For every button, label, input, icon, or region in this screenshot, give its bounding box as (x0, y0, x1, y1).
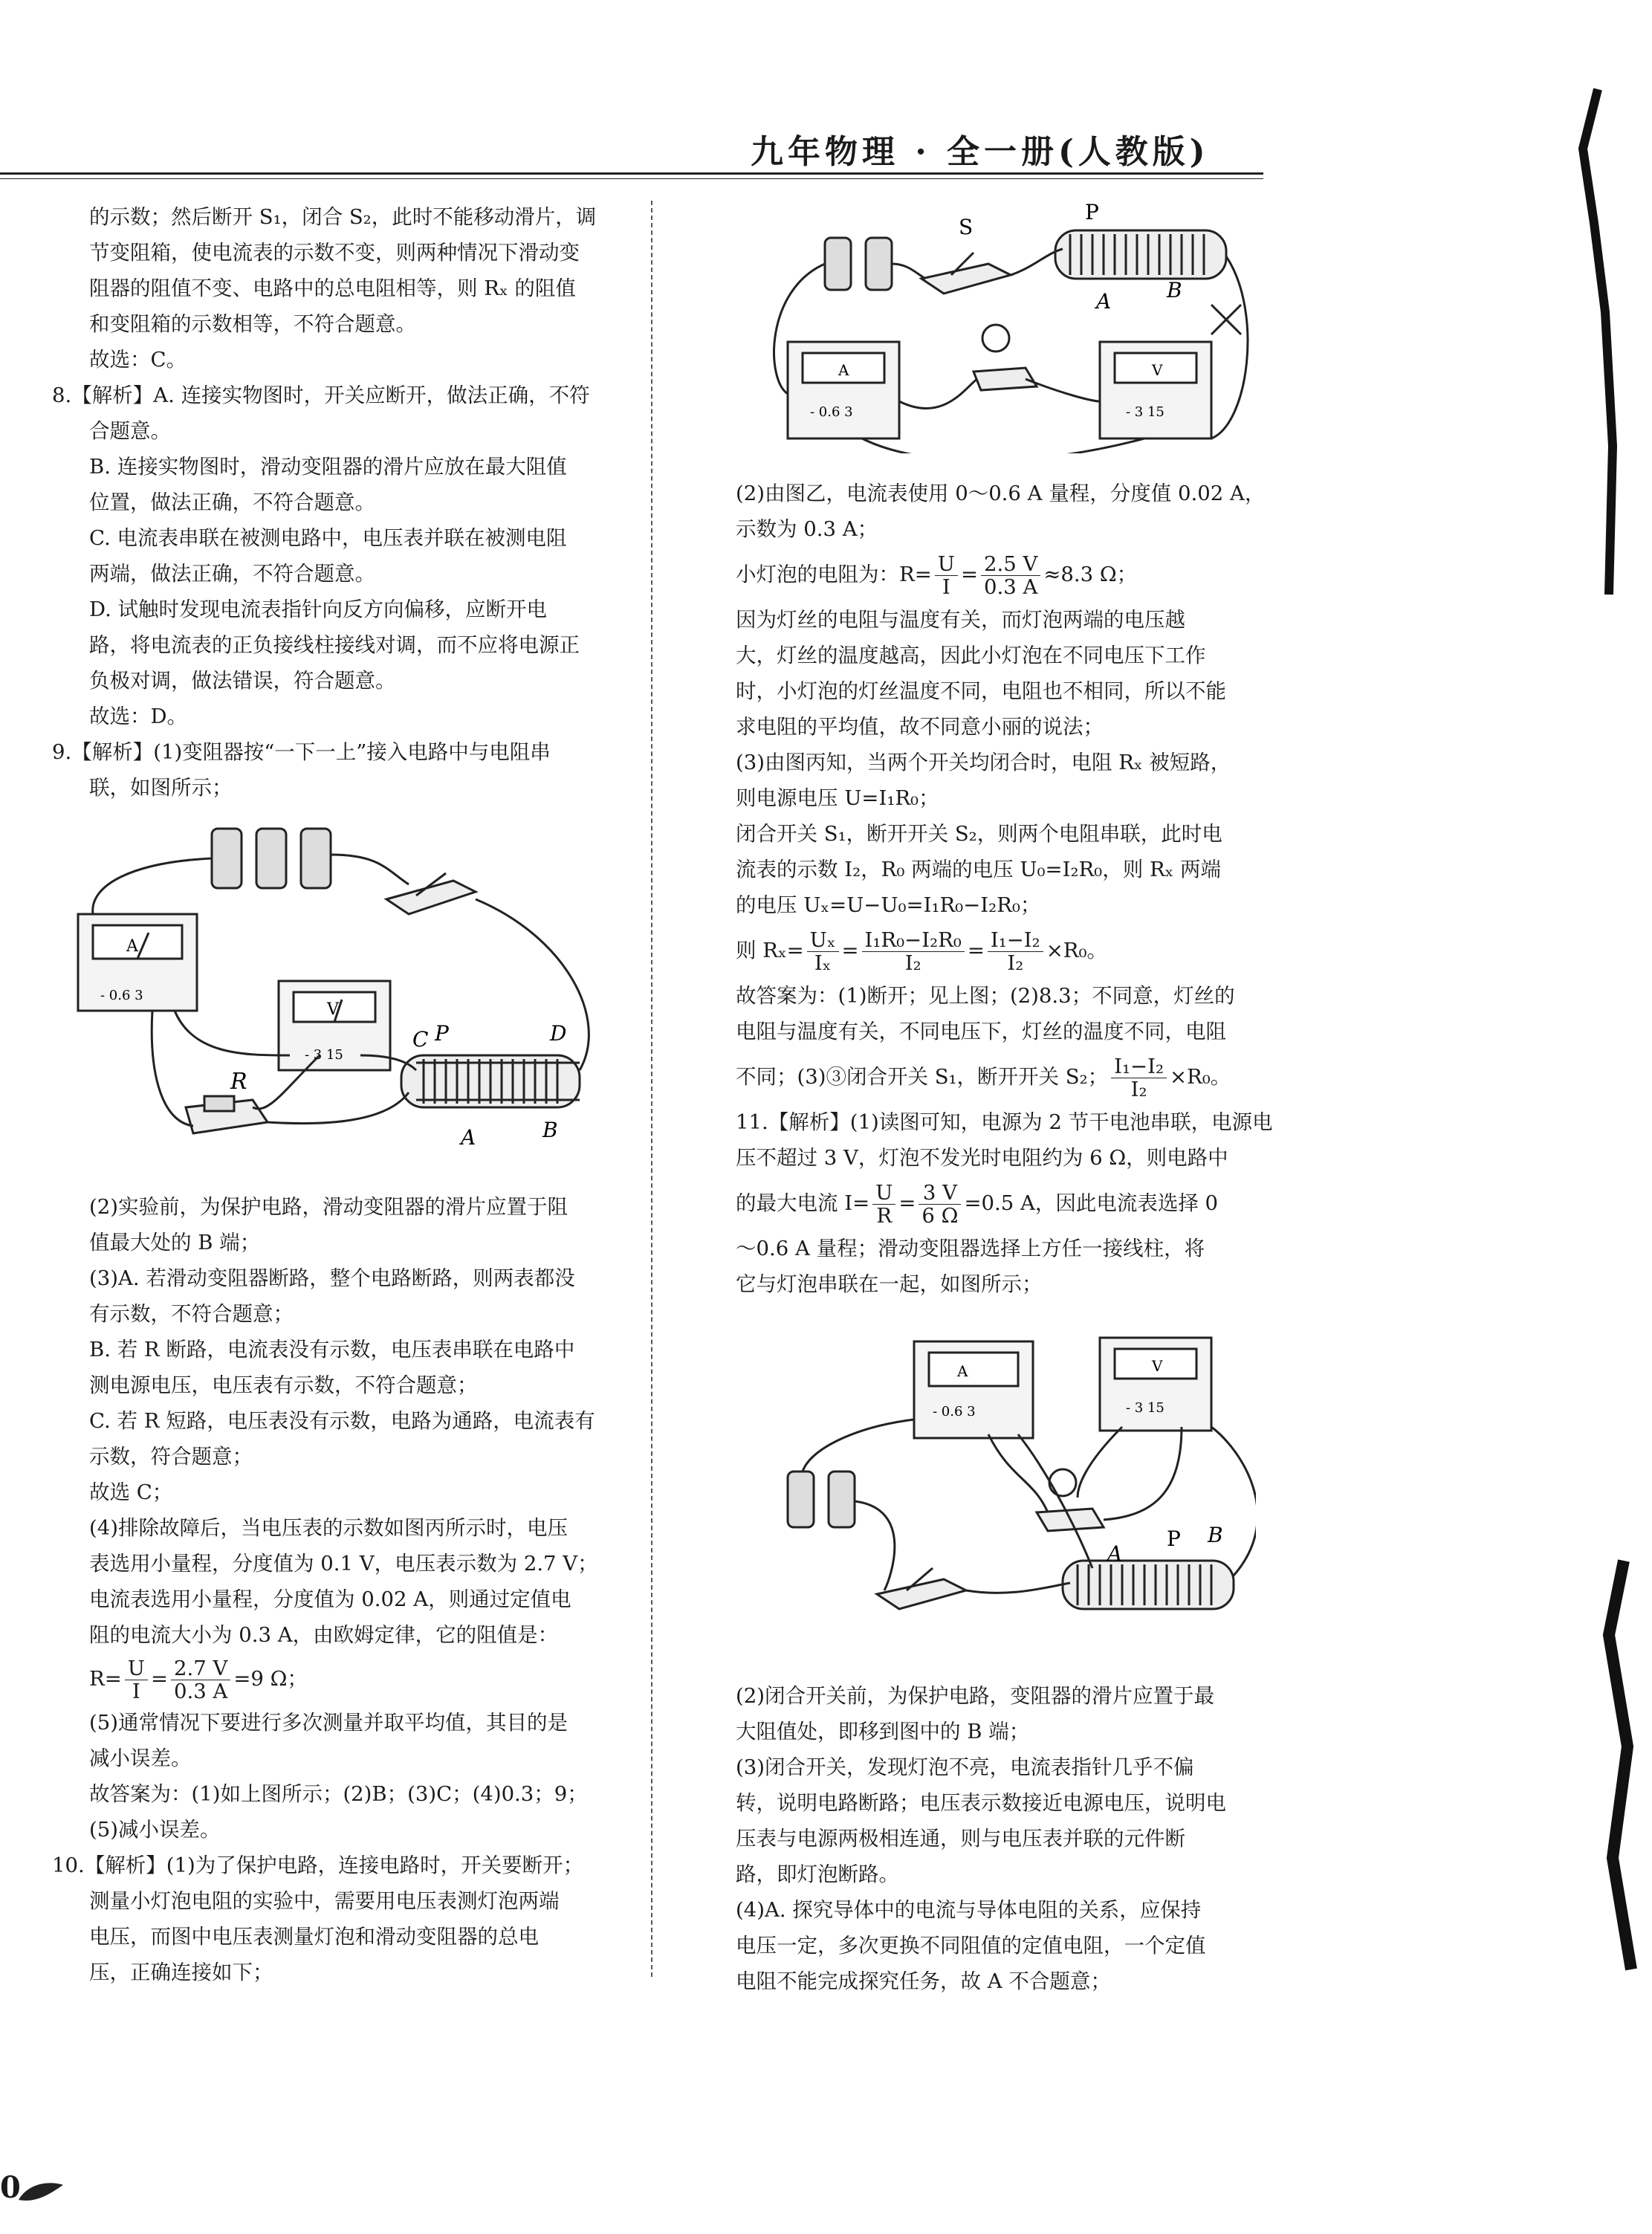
label-A: A (1107, 1541, 1123, 1566)
text-line: 故选 C； (89, 1480, 173, 1504)
text-line: 节变阻箱，使电流表的示数不变，则两种情况下滑动变 (89, 241, 580, 265)
text-line: (4)排除故障后，当电压表的示数如图丙所示时，电压 (89, 1516, 568, 1540)
page-number: 0 (0, 2170, 21, 2205)
text-line: 电阻与温度有关，不同电压下，灯丝的温度不同，电阻 (736, 1020, 1226, 1043)
text-line: 有示数，不符合题意； (89, 1302, 294, 1326)
text-line: 负极对调，做法错误，符合题意。 (89, 669, 396, 693)
label-C: C (412, 1027, 429, 1052)
text-line: 的示数；然后断开 S₁，闭合 S₂，此时不能移动滑片，调 (89, 205, 597, 229)
text-line: 两端，做法正确，不符合题意。 (89, 562, 375, 586)
label-D: D (550, 1021, 567, 1046)
text-line: 故答案为：(1)断开；见上图；(2)8.3；不同意，灯丝的 (736, 984, 1235, 1008)
text-line: 压，正确连接如下； (89, 1961, 273, 1984)
question-11-heading: 11.【解析】(1)读图可知，电源为 2 节干电池串联，电源电 (736, 1110, 1273, 1134)
text-line: (5)减小误差。 (89, 1818, 221, 1842)
text-line: B. 连接实物图时，滑动变阻器的滑片应放在最大阻值 (89, 455, 567, 479)
formula-max-current: 的最大电流 I= $\frac{U}{R}$ = $\frac{3 V}{6 \Omega}$ =0.5 A，因此电流表选择 0 (736, 1181, 1219, 1228)
voltmeter-label: V (1152, 361, 1163, 379)
text-line: 流表的示数 I₂，R₀ 两端的电压 U₀=I₂R₀，则 Rₓ 两端 (736, 858, 1222, 881)
text-line: (2)闭合开关前，为保护电路，变阻器的滑片应置于最 (736, 1684, 1214, 1708)
text-line: 时，小灯泡的灯丝温度不同，电阻也不相同，所以不能 (736, 679, 1226, 703)
text-line: 电流表选用小量程，分度值为 0.02 A，则通过定值电 (89, 1587, 571, 1611)
question-10-heading: 10.【解析】(1)为了保护电路，连接电路时，开关要断开； (52, 1853, 584, 1877)
right-column-text (736, 476, 1273, 1302)
text-line: B. 若 R 断路，电流表没有示数，电压表串联在电路中 (89, 1338, 575, 1362)
text-line: (3)A. 若滑动变阻器断路，整个电路断路，则两表都没 (89, 1266, 575, 1290)
text-line: 路，将电流表的正负接线柱接线对调，而不应将电源正 (89, 633, 580, 657)
label-S: S (959, 215, 974, 239)
formula-resistance-9: R= $\frac{U}{I}$ = $\frac{2.7 V}{0.3 A}$ =9 Ω； (89, 1657, 308, 1703)
page-header-title: 九年物理 · 全一册(人教版) (751, 133, 1210, 171)
leaf-icon (15, 2178, 67, 2207)
voltmeter-label: V (1152, 1357, 1163, 1375)
text-line: 表选用小量程，分度值为 0.1 V，电压表示数为 2.7 V； (89, 1552, 598, 1576)
label-P: P (435, 1021, 449, 1046)
text-line: C. 若 R 短路，电压表没有示数，电路为通路，电流表有 (89, 1409, 595, 1433)
text-line: (2)实验前，为保护电路，滑动变阻器的滑片应置于阻 (89, 1195, 568, 1219)
ammeter-label: A (838, 361, 849, 379)
circuit-figure-q10 (751, 201, 1256, 453)
text-line: 位置，做法正确，不符合题意。 (89, 490, 375, 514)
left-column-text-2 (52, 1189, 598, 1990)
formula-rx: 则 Rₓ= $\frac{\text{Uₓ}}{\text{Iₓ}}$ = $\frac{\text{I₁R₀−I₂R₀}}{\text{I₂}}$ = $\frac{\text{I₁−I₂}}{\text{I₂}}$ ×R₀。 (736, 928, 1107, 975)
ammeter-label: A (957, 1362, 968, 1380)
text-line: 阻器的阻值不变、电路中的总电阻相等，则 Rₓ 的阻值 (89, 276, 576, 300)
text-line: 阻的电流大小为 0.3 A，由欧姆定律，它的阻值是： (89, 1623, 559, 1647)
label-P: P (1085, 201, 1099, 224)
right-column-text-bottom (736, 1678, 1226, 1999)
ammeter-scale: - 0.6 3 (810, 404, 853, 420)
text-line: 示数为 0.3 A； (736, 517, 878, 541)
torn-edge-decoration (1568, 0, 1652, 2234)
text-line: 电阻不能完成探究任务，故 A 不合题意； (736, 1969, 1111, 1993)
label-A: A (1096, 289, 1112, 314)
voltmeter-scale: - 3 15 (1126, 1400, 1165, 1416)
text-line: 大阻值处，即移到图中的 B 端； (736, 1720, 1030, 1744)
text-line: 则电源电压 U=I₁R₀； (736, 786, 939, 810)
text-line: 故选：D。 (89, 705, 188, 728)
text-line: 减小误差。 (89, 1746, 192, 1770)
text-line: 转，说明电路断路；电压表示数接近电源电压，说明电 (736, 1791, 1226, 1815)
voltmeter-label: V (327, 1000, 339, 1019)
label-A: A (461, 1125, 476, 1150)
text-line: ～0.6 A 量程；滑动变阻器选择上方任一接线柱，将 (736, 1237, 1205, 1260)
text-line: 测量小灯泡电阻的实验中，需要用电压表测灯泡两端 (89, 1889, 560, 1913)
text-line: 它与灯泡串联在一起，如图所示； (736, 1272, 1043, 1296)
text-line: 故答案为：(1)如上图所示；(2)B；(3)C；(4)0.3；9； (89, 1782, 588, 1806)
column-divider (651, 201, 654, 1977)
circuit-figure-q9 (59, 810, 624, 1174)
text-line: D. 试触时发现电流表指针向反方向偏移，应断开电 (89, 598, 548, 621)
circuit-figure-q11 (765, 1330, 1256, 1642)
voltmeter-scale: - 3 15 (1126, 404, 1165, 420)
ammeter-scale: - 0.6 3 (933, 1404, 976, 1419)
text-line: 大，灯丝的温度越高，因此小灯泡在不同电压下工作 (736, 644, 1206, 667)
text-line: (4)A. 探究导体中的电流与导体电阻的关系，应保持 (736, 1898, 1202, 1922)
question-9-heading: 9.【解析】(1)变阻器按“一下一上”接入电路中与电阻串 (52, 740, 551, 764)
text-line: 压不超过 3 V，灯泡不发光时电阻约为 6 Ω，则电路中 (736, 1146, 1228, 1170)
text-line: 的电压 Uₓ=U−U₀=I₁R₀−I₂R₀； (736, 893, 1041, 917)
text-line: 电压，而图中电压表测量灯泡和滑动变阻器的总电 (89, 1925, 539, 1949)
formula-answer-10: 不同；(3)③闭合开关 S₁，断开开关 S₂； $\frac{\text{I₁−I₂}}{\text{I₂}}$ ×R₀。 (736, 1055, 1231, 1101)
formula-bulb-resistance: 小灯泡的电阻为：R= $\frac{U}{I}$ = $\frac{2.5 V}{0.3 A}$ ≈8.3 Ω； (736, 552, 1138, 599)
left-column-text-1 (52, 199, 596, 806)
text-line: 值最大处的 B 端； (89, 1231, 261, 1254)
text-line: (5)通常情况下要进行多次测量并取平均值，其目的是 (89, 1711, 568, 1735)
text-line: 示数，符合题意； (89, 1445, 253, 1469)
header-rule (0, 172, 1263, 175)
label-B: B (1208, 1523, 1223, 1547)
text-line: C. 电流表串联在被测电路中，电压表并联在被测电阻 (89, 526, 567, 550)
text-line: (3)闭合开关，发现灯泡不亮，电流表指针几乎不偏 (736, 1755, 1194, 1779)
ammeter-scale: - 0.6 3 (100, 988, 143, 1003)
label-B: B (542, 1118, 558, 1142)
label-R: R (230, 1069, 247, 1095)
label-P: P (1167, 1526, 1181, 1551)
text-line: 闭合开关 S₁，断开开关 S₂，则两个电阻串联，此时电 (736, 822, 1222, 846)
text-line: 和变阻箱的示数相等，不符合题意。 (89, 312, 416, 336)
text-line: 电压一定，多次更换不同阻值的定值电阻，一个定值 (736, 1934, 1206, 1958)
question-8-heading: 8.【解析】A. 连接实物图时，开关应断开，做法正确，不符 (52, 383, 590, 407)
text-line: 测电源电压，电压表有示数，不符合题意； (89, 1373, 478, 1397)
text-line: 联，如图所示； (89, 776, 233, 800)
text-line: 故选：C。 (89, 348, 187, 372)
text-line: 压表与电源两极相连通，则与电压表并联的元件断 (736, 1827, 1185, 1851)
text-line: 合题意。 (89, 419, 171, 443)
header-rule-thin (0, 178, 1263, 179)
text-line: 因为灯丝的电阻与温度有关，而灯泡两端的电压越 (736, 608, 1185, 632)
text-line: 求电阻的平均值，故不同意小丽的说法； (736, 715, 1104, 739)
voltmeter-scale: - 3 15 (305, 1047, 343, 1063)
ammeter-label: A (126, 937, 138, 956)
label-B: B (1167, 278, 1182, 302)
text-line: 路，即灯泡断路。 (736, 1862, 899, 1886)
text-line: (3)由图丙知，当两个开关均闭合时，电阻 Rₓ 被短路， (736, 751, 1231, 774)
text-line: (2)由图乙，电流表使用 0～0.6 A 量程，分度值 0.02 A， (736, 482, 1266, 505)
